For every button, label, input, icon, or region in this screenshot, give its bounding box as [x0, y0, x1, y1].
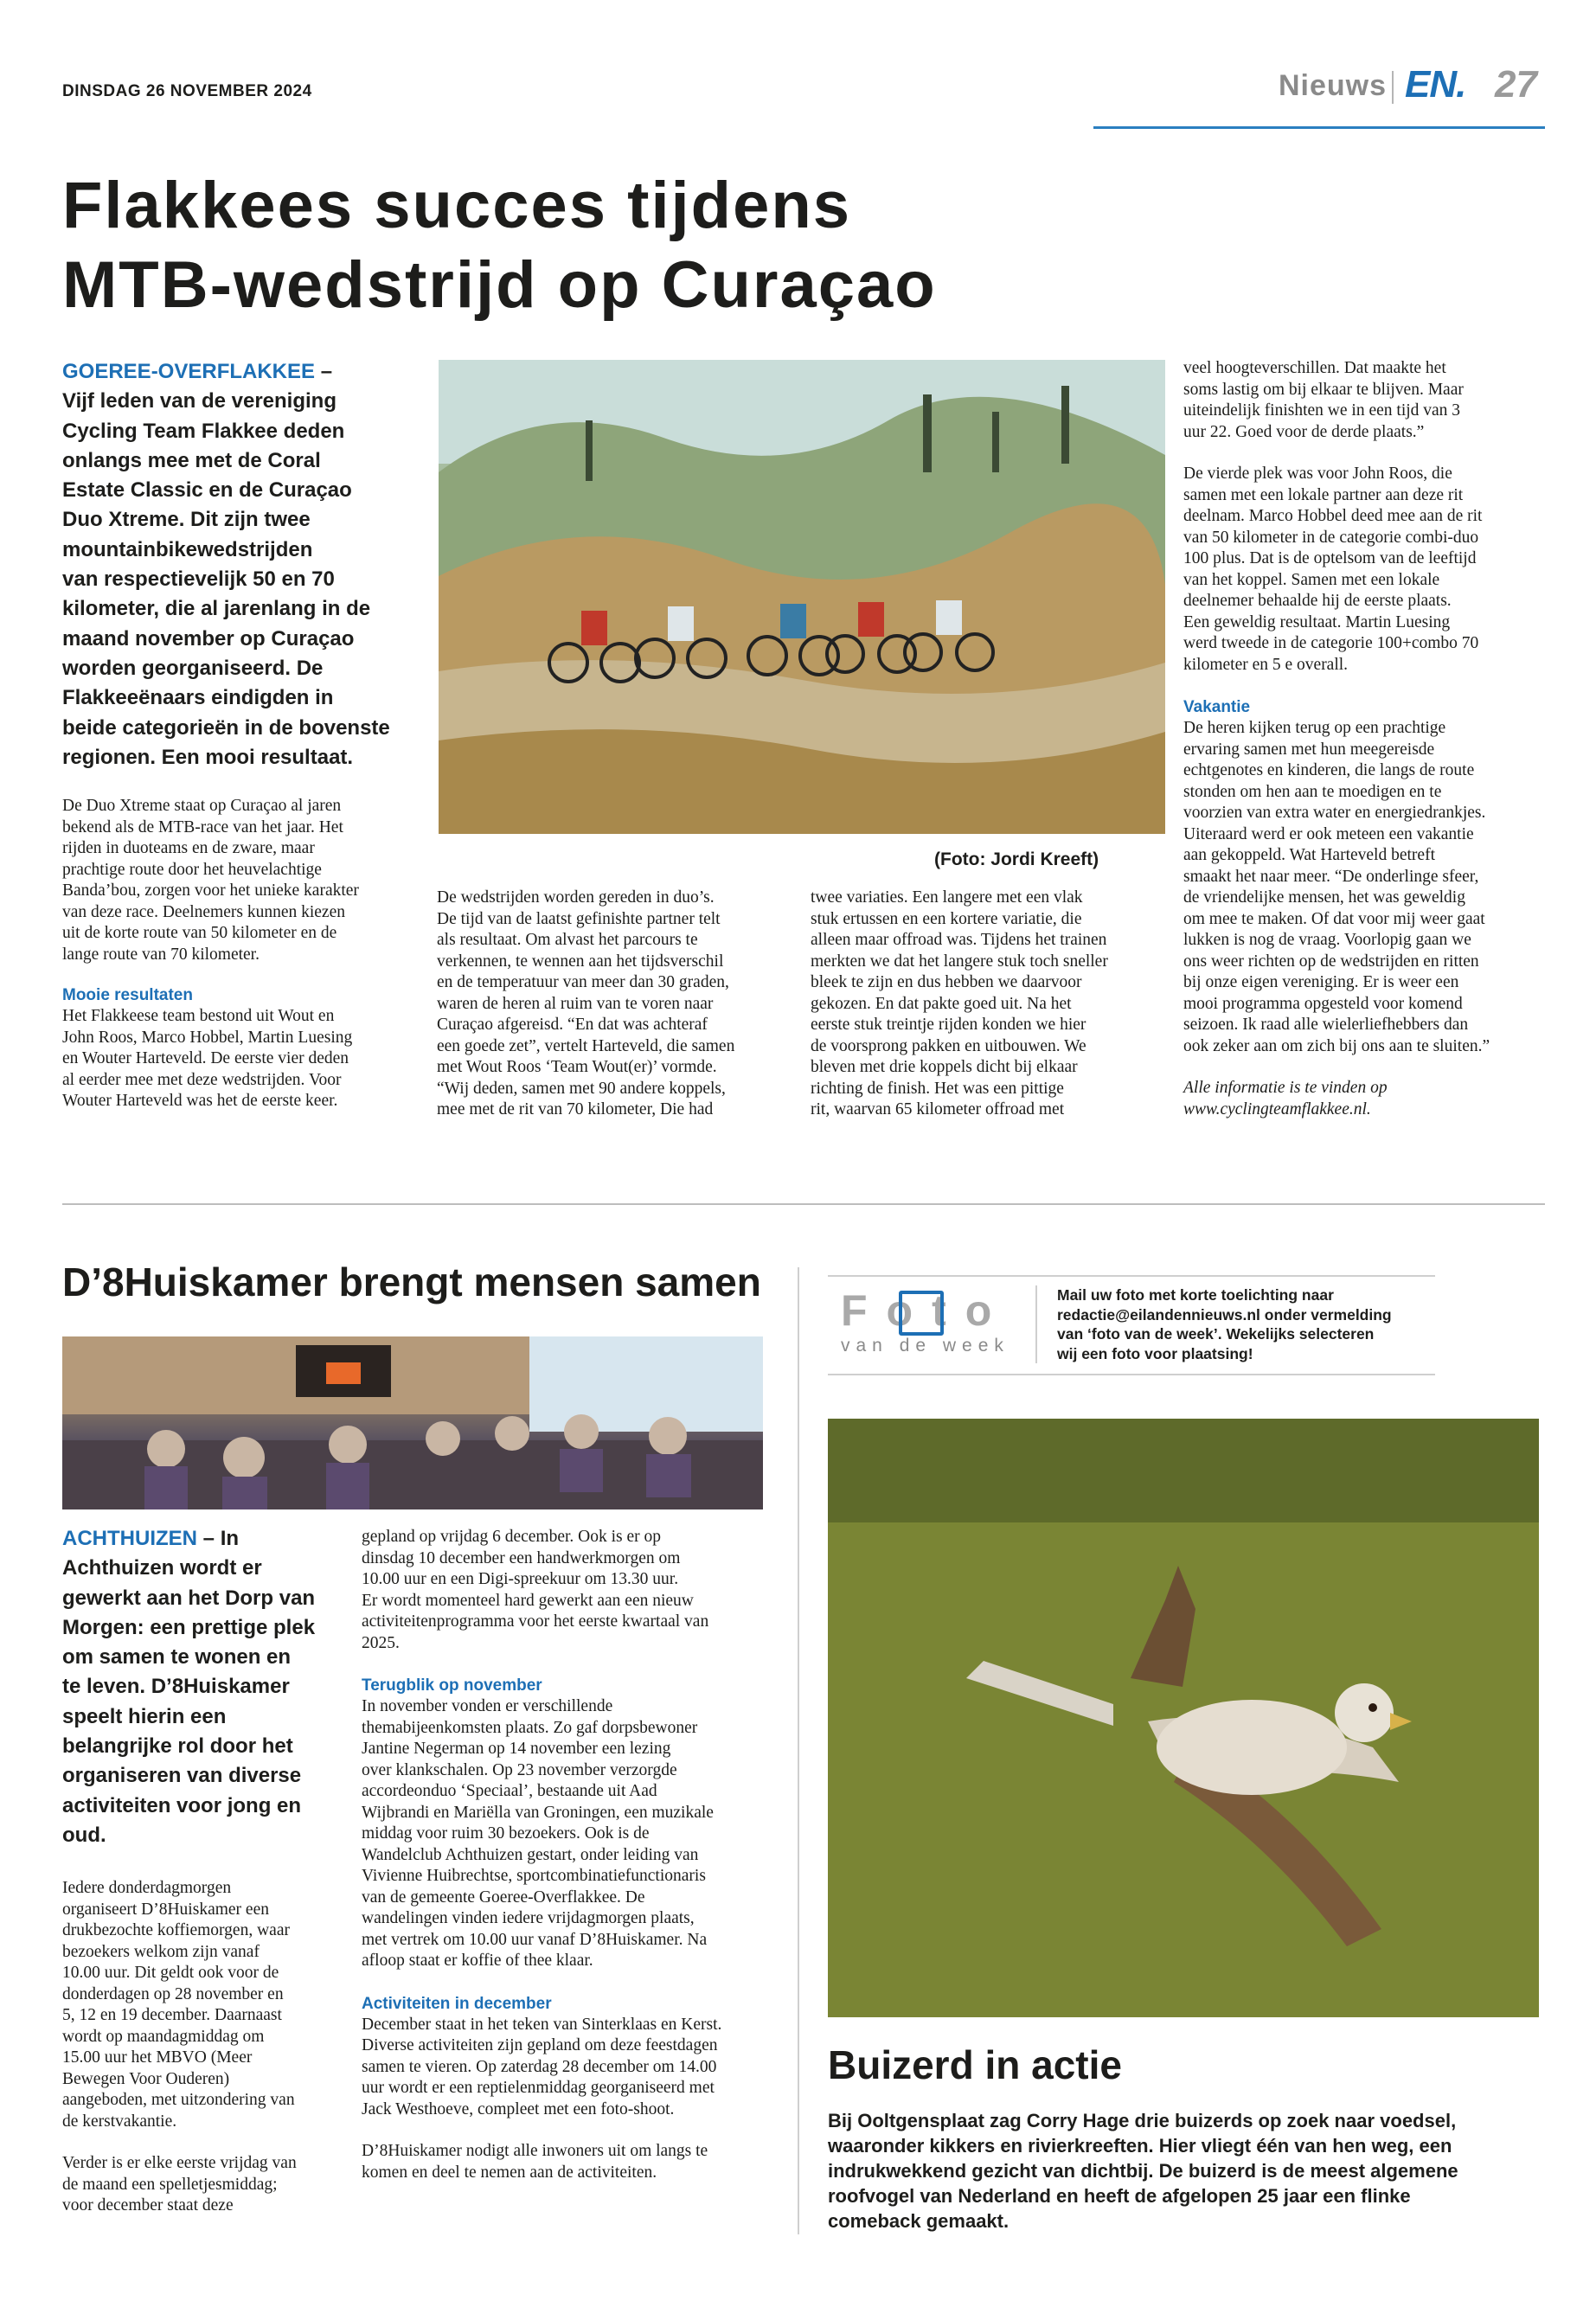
buizerd-text	[828, 2108, 1537, 2234]
article2-col1-p1	[62, 1878, 348, 2132]
article1-lead-lines-line: Cycling Team Flakkee deden	[62, 419, 345, 443]
article1-col1-p1	[62, 796, 408, 965]
buizerd-text-line: Bij Ooltgensplaat zag Corry Hage drie buizerds op zoek naar voedsel,	[828, 2110, 1457, 2131]
article1-col2-line: De wedstrijden worden gereden in duo’s.	[437, 888, 715, 907]
article2-lead-lines	[62, 1554, 330, 1850]
foto-logo-text: Foto	[841, 1286, 1011, 1335]
article2-col2-p3-line: December staat in het teken van Sinterklaas en Kerst.	[362, 2015, 722, 2034]
article1-col1-p2	[62, 1006, 408, 1112]
article1-col3	[811, 888, 1161, 1121]
article1-col4-p1	[1183, 358, 1547, 443]
article2-col2-p2-line: Vivienne Huibrechtse, sportcombinatiefunctionaris	[362, 1867, 706, 1885]
article1-col2-line: en de temperatuur van meer dan 30 graden,	[437, 973, 729, 991]
buizerd-text-line: indrukwekkend gezicht van dichtbij. De buizerd is de meest algemene	[828, 2160, 1458, 2182]
article1-col1-p1-line: bekend als de MTB-race van het jaar. Het	[62, 817, 343, 836]
foto-logo-sub: van de week	[841, 1336, 1010, 1356]
foto-van-de-week-box	[828, 1275, 1435, 1375]
article2-col2-p2-line: accordeonduo ‘Speciaal’, bestaande uit Aad	[362, 1782, 657, 1800]
article2-col2-p1-line: activiteitenprogramma voor het eerste kwartaal van	[362, 1612, 709, 1631]
article1-col3-line: richting de finish. Het was een pittige	[811, 1079, 1064, 1098]
foto-mail-instructions-line: redactie@eilandennieuws.nl onder vermelding	[1057, 1305, 1392, 1324]
article1-lead: GOEREE-OVERFLAKKEE – Vijf leden van de vereniging Cycling Team Flakkee deden onlangs mee met de Coral Estate Classic en de Curaçao Duo Xtreme. Dit zijn twee mountainbikewedstrijden van respectievelijk 50 en 70 kilometer, die al jarenlang in de maand november op Curaçao worden georganiseerd. De Flakkeeënaars eindigden in beide categorieën in de bovenste regionen. Een mooi resultaat.	[62, 357, 417, 772]
headline-line-1: Flakkees succes tijdens	[62, 169, 852, 242]
article1-col2-line: met Wout Roos ‘Team Wout(er)’ vormde.	[437, 1058, 717, 1076]
article2-lead	[62, 1524, 330, 1850]
article2-lead-lines-line: oud.	[62, 1823, 106, 1847]
article1-col4	[1183, 358, 1547, 1120]
article1-col3-line: gekozen. En dat pakte goed uit. Na het	[811, 994, 1072, 1013]
issue-date: DINSDAG 26 NOVEMBER 2024	[62, 82, 312, 100]
article2-col2-p1-line: dinsdag 10 december een handwerkmorgen om	[362, 1548, 681, 1567]
article1-lead-lines-line: van respectievelijk 50 en 70	[62, 567, 335, 592]
article1-lead-lines-line: regionen. Een mooi resultaat.	[62, 745, 354, 769]
article1-lead-lines-line: Duo Xtreme. Dit zijn twee	[62, 508, 311, 532]
article2-lead-lines-line: Achthuizen wordt er	[62, 1556, 262, 1580]
article1-info	[1183, 1078, 1547, 1120]
article1-col4-p1-line: uiteindelijk finishten we in een tijd van 3	[1183, 401, 1461, 420]
article1-col2-line: een goede zet”, vertelt Harteveld, die samen	[437, 1036, 735, 1055]
article2-subhead-november: Terugblik op november	[362, 1676, 542, 1695]
buizerd-text-line: roofvogel van Nederland en heeft de afgelopen 25 jaar een flinke	[828, 2185, 1411, 2207]
article1-col4-p3-line: om mee te maken. Of dat voor mij weer gaat	[1183, 909, 1485, 928]
article1-col2-line: waren de heren al ruim van te voren naar	[437, 994, 714, 1013]
article1-col1-p1-line: van deze race. Deelnemers kunnen kiezen	[62, 902, 345, 921]
article1-col1-p1-line: Banda’bou, zorgen voor het unieke karakter	[62, 881, 359, 900]
page-number: 27	[1495, 63, 1537, 106]
article1-col1-p2-line: John Roos, Marco Hobbel, Martin Luesing	[62, 1028, 353, 1047]
newspaper-logo: EN.	[1405, 63, 1466, 106]
article1-col4-p1-line: uur 22. Goed voor de derde plaats.”	[1183, 422, 1425, 441]
article2-col1-p1-line: de kerstvakantie.	[62, 2112, 177, 2131]
mtb-race-illustration	[439, 360, 1165, 834]
article1-col4-p2-line: De vierde plek was voor John Roos, die	[1183, 465, 1452, 483]
article1-col3-line: merkten we dat het langere stuk toch sneller	[811, 952, 1108, 971]
article2-col2-p2-line: wandelingen vinden iedere vrijdagmorgen plaats,	[362, 1909, 695, 1927]
article1-subhead-vacation: Vakantie	[1183, 698, 1251, 716]
buizerd-title: Buizerd in actie	[828, 2042, 1122, 2087]
buizerd-text-line: comeback gemaakt.	[828, 2210, 1010, 2232]
header-separator	[1392, 71, 1394, 104]
article1-col4-p1-line: soms lastig om bij elkaar te blijven. Maar	[1183, 380, 1464, 399]
article2-headline: D’8Huiskamer brengt mensen samen	[62, 1259, 761, 1304]
article2-lead-lines-line: speelt hierin een	[62, 1704, 227, 1728]
article2-lead-lines-line: te leven. D’8Huiskamer	[62, 1675, 290, 1699]
article1-col1-p1-line: lange route van 70 kilometer.	[62, 945, 260, 964]
article1-col4-p2-line: samen met een lokale partner aan deze rit	[1183, 485, 1464, 504]
article1-col4-p3-line: voorzien van extra water en energiedrankjes.	[1183, 804, 1486, 822]
article1-col4-p3-line: ook zeker aan om zich bij ons aan te sluiten.”	[1183, 1036, 1490, 1055]
headline-line-2: MTB-wedstrijd op Curaçao	[62, 248, 937, 322]
article2-col1-p1-line: donderdagen op 28 november en	[62, 1984, 284, 2003]
article1-col2-line: Curaçao afgereisd. “En dat was achteraf	[437, 1016, 708, 1034]
article2-col2-p2-line: van de gemeente Goeree-Overflakkee. De	[362, 1888, 645, 1907]
article2-col2-p1-line: 10.00 uur en een Digi-spreekuur om 13.30 uur.	[362, 1570, 679, 1588]
article2-col1-p1-line: drukbezochte koffiemorgen, waar	[62, 1921, 290, 1939]
article1-col3-line: bleven met drie koppels dicht bij elkaar	[811, 1058, 1078, 1076]
article1-col4-p3	[1183, 718, 1547, 1057]
article2-lead-lines-line: organiseren van diverse	[62, 1764, 302, 1788]
article2-col1-p1-line: Bewegen Voor Ouderen)	[62, 2069, 230, 2088]
article1-col4-p3-line: ervaring samen met hun meegereisde	[1183, 740, 1435, 759]
article2-col1-p2-line: de maand een spelletjesmiddag;	[62, 2175, 278, 2194]
article1-info-line: Alle informatie is te vinden op	[1183, 1079, 1388, 1097]
article1-lead-lines-line: kilometer, die al jarenlang in de	[62, 597, 371, 621]
article2-col1	[62, 1878, 348, 2217]
article1-lead-lines	[62, 387, 417, 772]
article1-col4-p2-line: van het koppel. Samen met een lokale	[1183, 570, 1440, 589]
section-divider	[62, 1203, 1545, 1205]
article1-col4-p3-line: ons weer richten op de wedstrijden en ritten	[1183, 952, 1479, 971]
article1-col1-p1-line: De Duo Xtreme staat op Curaçao al jaren	[62, 797, 342, 815]
article2-col2-p3-line: Jack Westhoeve, compleet met een foto-shoot.	[362, 2099, 675, 2118]
article2-lead-lines-line: om samen te wonen en	[62, 1645, 292, 1670]
article1-col3-line: stuk ertussen en een kortere variatie, die	[811, 909, 1082, 928]
buizerd-text-line: waaronder kikkers en rivierkreeften. Hier vliegt één van hen weg, een	[828, 2135, 1452, 2157]
article1-col4-p1-line: veel hoogteverschillen. Dat maakte het	[1183, 359, 1446, 377]
article1-col4-p3-line: stonden om hen aan te moedigen en te	[1183, 782, 1442, 801]
article1-col2	[437, 888, 787, 1121]
article1-col1-p1-line: rijden in duoteams en de zware, maar	[62, 839, 315, 857]
article2-col2-p2-line: Wandelclub Achthuizen gestart, onder leiding van	[362, 1845, 699, 1864]
article1-col1-p1-line: prachtige route door het heuvelachtige	[62, 860, 322, 879]
article1-subhead-results: Mooie resultaten	[62, 986, 193, 1004]
article1-col4-p2-line: deelnam. Marco Hobbel deed mee aan de rit	[1183, 507, 1483, 525]
article2-col1-p1-line: Iedere donderdagmorgen	[62, 1879, 232, 1897]
article1-col4-p2	[1183, 464, 1547, 676]
article2-col1-p1-line: wordt op maandagmiddag om	[62, 2027, 265, 2046]
article1-headline	[62, 166, 937, 325]
article2-lead-lines-line: activiteiten voor jong en	[62, 1793, 302, 1817]
article1-col4-p2-line: Een geweldig resultaat. Martin Luesing	[1183, 612, 1451, 631]
article1-info-line: www.cyclingteamflakkee.nl.	[1183, 1099, 1371, 1118]
article1-col3-line: twee variaties. Een langere met een vlak	[811, 888, 1083, 907]
foto-mail-instructions-line: van ‘foto van de week’. Wekelijks selecteren	[1057, 1325, 1375, 1343]
article1-photo-caption: (Foto: Jordi Kreeft)	[934, 849, 1099, 869]
article2-col1-p2-line: Verder is er elke eerste vrijdag van	[62, 2154, 297, 2172]
column-divider	[798, 1267, 799, 2234]
article1-col4-p3-line: De heren kijken terug op een prachtige	[1183, 719, 1446, 737]
foto-mail-instructions-line: Mail uw foto met korte toelichting naar	[1057, 1286, 1334, 1304]
foto-box-separator	[1035, 1285, 1037, 1363]
article1-col4-p2-line: kilometer en 5 e overall.	[1183, 655, 1349, 674]
article2-col2-p2-line: over klankschalen. Op 23 november verzorgde	[362, 1760, 677, 1779]
article1-col1	[62, 796, 408, 1112]
article1-col2-line: mee met de rit van 70 kilometer, Die had	[437, 1100, 714, 1118]
article2-lead-lines-line: Morgen: een prettige plek	[62, 1615, 316, 1639]
article1-col4-p2-line: 100 plus. Dat is de optelsom van de leeftijd	[1183, 549, 1477, 567]
article1-col4-p3-line: smaakt het naar meer. “De onderlinge sfeer,	[1183, 867, 1479, 886]
article1-col1-p1-line: uit de korte route van 50 kilometer en de	[62, 924, 337, 942]
article2-col2-p2-line: Jantine Negerman op 14 november een lezing	[362, 1740, 671, 1758]
article1-lead-lines-line: maand november op Curaçao	[62, 626, 355, 651]
article2-col2-p2-line: met vertrek om 10.00 uur vanaf D’8Huiskamer. Na	[362, 1930, 708, 1949]
article2-col2-p4	[362, 2141, 777, 2183]
article1-col3-line: de voorsprong pakken en uitbouwen. We	[811, 1036, 1086, 1055]
section-label: Nieuws	[1279, 69, 1388, 102]
article1-col1-p2-line: en Wouter Harteveld. De eerste vier deden	[62, 1049, 349, 1067]
article1-col4-p3-line: bij onze eigen vereniging. Er is weer een	[1183, 973, 1459, 991]
article2-col2-p1-line: gepland op vrijdag 6 december. Ook is er op	[362, 1528, 662, 1546]
article2-col2-p4-line: komen en deel te nemen aan de activiteiten.	[362, 2163, 657, 2182]
article2-col2-p3-line: uur wordt er een reptielenmiddag georganiseerd met	[362, 2079, 715, 2097]
article2-lead-lines-line: belangrijke rol door het	[62, 1734, 293, 1759]
article2-col2-p3-line: samen te vieren. Op zaterdag 28 december om 14.00	[362, 2057, 717, 2076]
buizerd-photo	[828, 1419, 1539, 2017]
article1-col4-p3-line: lukken is nog de vraag. Voorlopig gaan we	[1183, 931, 1471, 949]
article2-col2-p2	[362, 1696, 777, 1972]
article1-lead-lines-line: Estate Classic en de Curaçao	[62, 478, 352, 503]
article1-col4-p2-line: van 50 kilometer in de categorie combi-duo	[1183, 528, 1479, 547]
buizerd-illustration	[828, 1419, 1539, 2017]
article1-col4-p3-line: de vriendelijke mensen, het was geweldig	[1183, 888, 1465, 907]
article2-col1-p1-line: 15.00 uur het MBVO (Meer	[62, 2048, 253, 2067]
article1-col1-p2-line: al eerder mee met deze wedstrijden. Voor	[62, 1070, 342, 1089]
article2-col1-p1-line: organiseert D’8Huiskamer een	[62, 1900, 269, 1919]
article1-col4-p3-line: echtgenotes en kinderen, die langs de route	[1183, 761, 1475, 779]
article2-col2	[362, 1527, 777, 2183]
article2-col1-p1-line: 5, 12 en 19 december. Daarnaast	[62, 2006, 282, 2024]
article1-lead-lines-line: Flakkeeënaars eindigden in	[62, 686, 334, 710]
article2-lead-lines-line: gewerkt aan het Dorp van	[62, 1586, 316, 1610]
article2-col2-p3-line: Diverse activiteiten zijn gepland om deze feestdagen	[362, 2036, 718, 2054]
article1-col4-p3-line: mooi programma opgesteld voor komend	[1183, 994, 1463, 1013]
article2-col2-p2-line: In november vonden er verschillende	[362, 1697, 613, 1715]
article1-col4-p2-line: deelnemer behaalde hij de eerste plaats.	[1183, 592, 1452, 610]
article2-col2-p2-line: middag voor ruim 30 bezoekers. Ook is de	[362, 1824, 650, 1843]
article2-col2-p1	[362, 1527, 777, 1654]
article1-lead-lines-line: Vijf leden van de vereniging	[62, 389, 337, 413]
article2-col2-p4-line: D’8Huiskamer nodigt alle inwoners uit om langs te	[362, 2142, 708, 2160]
article2-col2-p3	[362, 2015, 777, 2121]
article2-subhead-december: Activiteiten in december	[362, 1994, 552, 2013]
huiskamer-illustration	[62, 1336, 763, 1509]
article1-col3-line: rit, waarvan 65 kilometer offroad met	[811, 1100, 1065, 1118]
mtb-race-photo	[439, 360, 1165, 834]
article2-col1-p2	[62, 2153, 348, 2217]
article2-col1-p1-line: aangeboden, met uitzondering van	[62, 2091, 295, 2109]
article1-col2-line: “Wij deden, samen met 90 andere koppels,	[437, 1079, 726, 1098]
article2-col2-p1-line: Er wordt momenteel hard gewerkt aan een nieuw	[362, 1591, 694, 1610]
article2-col2-p2-line: afloop staat er koffie of thee klaar.	[362, 1952, 593, 1970]
camera-frame-icon	[899, 1291, 944, 1336]
article2-col1-p2-line: voor december staat deze	[62, 2196, 234, 2214]
article2-lead-first: – In	[202, 1527, 240, 1550]
article1-lead-lines-line: onlangs mee met de Coral	[62, 448, 321, 472]
header-rule	[1093, 126, 1545, 129]
article1-col3-line: bleek te zijn en dus hebben we daarvoor	[811, 973, 1082, 991]
article1-lead-lines-line: mountainbikewedstrijden	[62, 537, 313, 561]
article1-col3-line: eerste stuk treintje rijden konden we hier	[811, 1016, 1086, 1034]
foto-mail-instructions	[1057, 1285, 1392, 1363]
article1-col4-p3-line: seizoen. Ik raad alle wielerliefhebbers dan	[1183, 1016, 1469, 1034]
article1-lead-lines-line: beide categorieën in de bovenste	[62, 715, 390, 740]
article1-location: GOEREE-OVERFLAKKEE	[62, 360, 316, 383]
foto-mail-instructions-line: wij een foto voor plaatsing!	[1057, 1344, 1253, 1362]
article1-col2-line: De tijd van de laatst gefinishte partner telt	[437, 909, 721, 928]
article2-col2-p1-line: 2025.	[362, 1633, 400, 1652]
article1-col4-p2-line: werd tweede in de categorie 100+combo 70	[1183, 634, 1479, 652]
article2-col1-p1-line: bezoekers welkom zijn vanaf	[62, 1942, 260, 1961]
article1-col4-p3-line: aan gekoppeld. Wat Harteveld betreft	[1183, 846, 1435, 864]
article1-lead-lines-line: worden georganiseerd. De	[62, 656, 324, 680]
article2-col2-p2-line: themabijeenkomsten plaats. Zo gaf dorpsbewoner	[362, 1718, 698, 1737]
article2-col2-p2-line: Wijbrandi en Mariëlla van Groningen, een muzikale	[362, 1803, 714, 1822]
article1-col2-line: als resultaat. Om alvast het parcours te	[437, 931, 698, 949]
huiskamer-photo	[62, 1336, 763, 1509]
article2-location: ACHTHUIZEN	[62, 1527, 197, 1550]
article1-col4-p3-line: Uiteraard werd er ook meteen een vakantie	[1183, 824, 1474, 843]
article1-col1-p2-line: Het Flakkeese team bestond uit Wout en	[62, 1007, 335, 1025]
article1-col3-line: alleen maar offroad was. Tijdens het trainen	[811, 931, 1107, 949]
article1-col1-p2-line: Wouter Harteveld was het de eerste keer.	[62, 1092, 338, 1110]
article2-col1-p1-line: 10.00 uur. Dit geldt ook voor de	[62, 1964, 279, 1982]
article1-col2-line: verkennen, te wennen aan het tijdsverschil	[437, 952, 724, 971]
